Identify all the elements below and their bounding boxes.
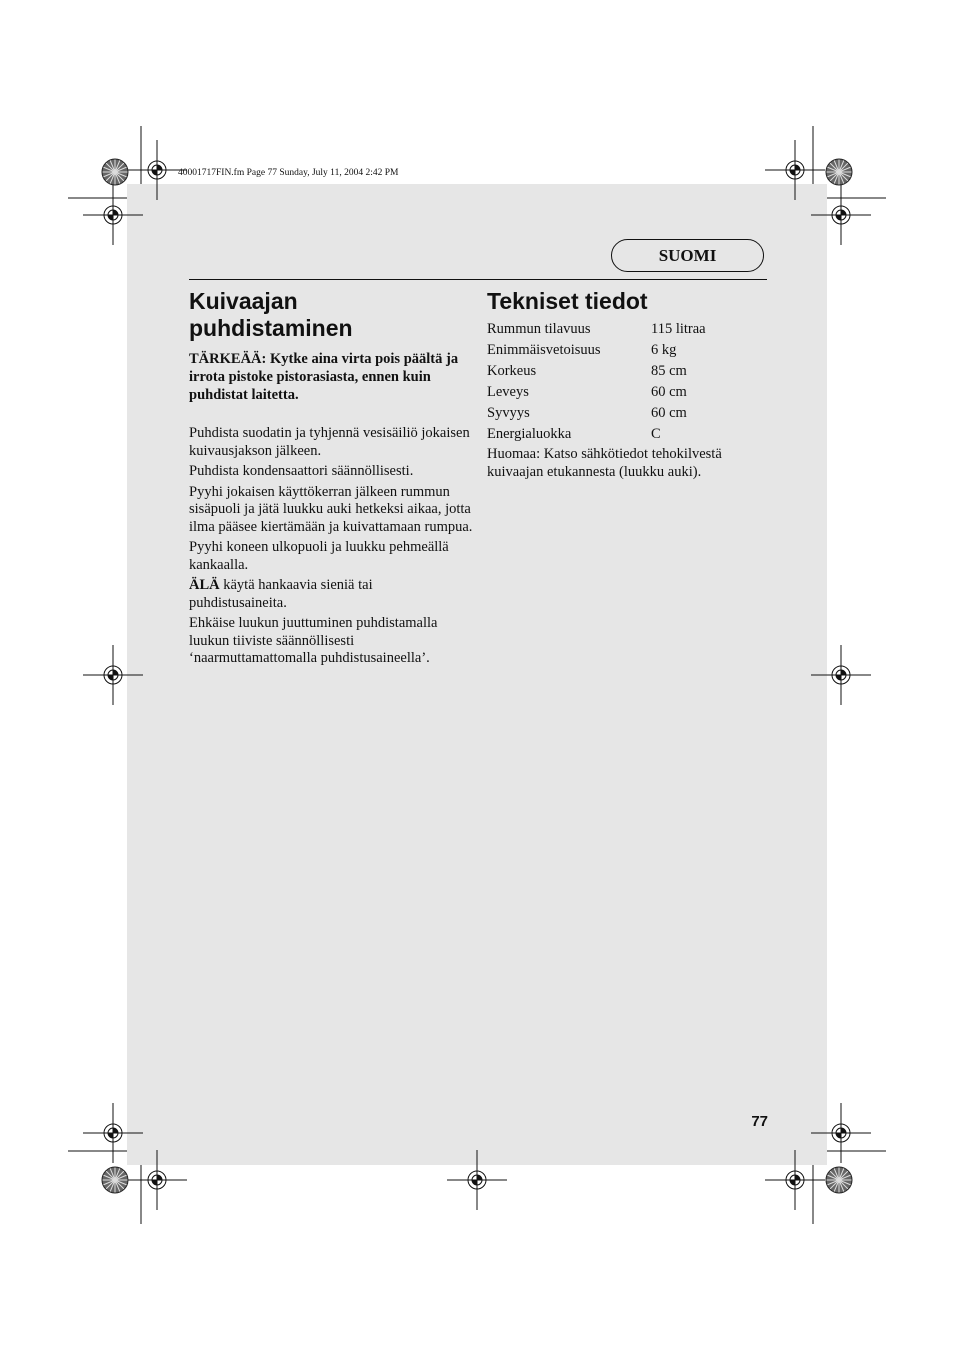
spec-label: Enimmäisvetoisuus <box>487 342 601 358</box>
spec-row <box>487 403 767 424</box>
cleaning-title-line2: puhdistaminen <box>189 315 353 341</box>
cleaning-title <box>189 288 474 342</box>
language-badge: SUOMI <box>611 239 764 272</box>
spec-row <box>487 340 767 361</box>
spec-label: Rummun tilavuus <box>487 321 591 337</box>
do-not-emphasis: ÄLÄ <box>189 577 220 593</box>
specs-note: Huomaa: Katso sähkötiedot tehokilvestä kuivaajan etukannesta (luukku auki). <box>487 446 722 480</box>
paragraph: Puhdista kondensaattori säännöllisesti. <box>189 463 414 479</box>
spec-value: 115 litraa <box>651 321 706 337</box>
paragraph-rest: käytä hankaavia sieniä tai puhdistusaineita. <box>189 577 373 611</box>
spec-label: Leveys <box>487 384 529 400</box>
spec-row <box>487 424 767 445</box>
spec-row <box>487 361 767 382</box>
spec-row <box>487 382 767 403</box>
cleaning-title-line1: Kuivaajan <box>189 288 298 314</box>
specs-section <box>487 288 767 496</box>
file-info-header: 40001717FIN.fm Page 77 Sunday, July 11, 2004 2:42 PM <box>178 168 399 178</box>
spec-label: Energialuokka <box>487 426 572 442</box>
header-rule <box>189 279 767 280</box>
spec-value: 6 kg <box>651 342 677 358</box>
specs-table <box>487 319 767 445</box>
paragraph <box>189 577 474 612</box>
paragraph: Puhdista suodatin ja tyhjennä vesisäiliö jokaisen kuivausjakson jälkeen. <box>189 425 470 459</box>
page-number: 77 <box>751 1113 768 1130</box>
spec-label: Korkeus <box>487 363 537 379</box>
cleaning-section <box>189 288 474 671</box>
spec-value: 60 cm <box>651 405 687 421</box>
warning-text: TÄRKEÄÄ: Kytke aina virta pois päältä ja irrota pistoke pistorasiasta, ennen kuin puhdistat laitetta. <box>189 351 459 403</box>
paragraph: Pyyhi jokaisen käyttökerran jälkeen rummun sisäpuoli ja jätä luukku auki hetkeksi aikaa, jotta ilma pääsee kiertämään ja kuivattamaan rumpua. <box>189 483 473 535</box>
spec-value: C <box>651 426 661 442</box>
spec-value: 60 cm <box>651 384 687 400</box>
specs-title: Tekniset tiedot <box>487 288 648 314</box>
paragraph: Pyyhi koneen ulkopuoli ja luukku pehmeällä kankaalla. <box>189 539 449 573</box>
paragraph: Ehkäise luukun juuttuminen puhdistamalla luukun tiiviste säännöllisesti ‘naarmuttamattomalla puhdistusaineella’. <box>189 615 438 666</box>
spec-row <box>487 319 767 340</box>
spec-value: 85 cm <box>651 363 687 379</box>
spec-label: Syvyys <box>487 405 530 421</box>
